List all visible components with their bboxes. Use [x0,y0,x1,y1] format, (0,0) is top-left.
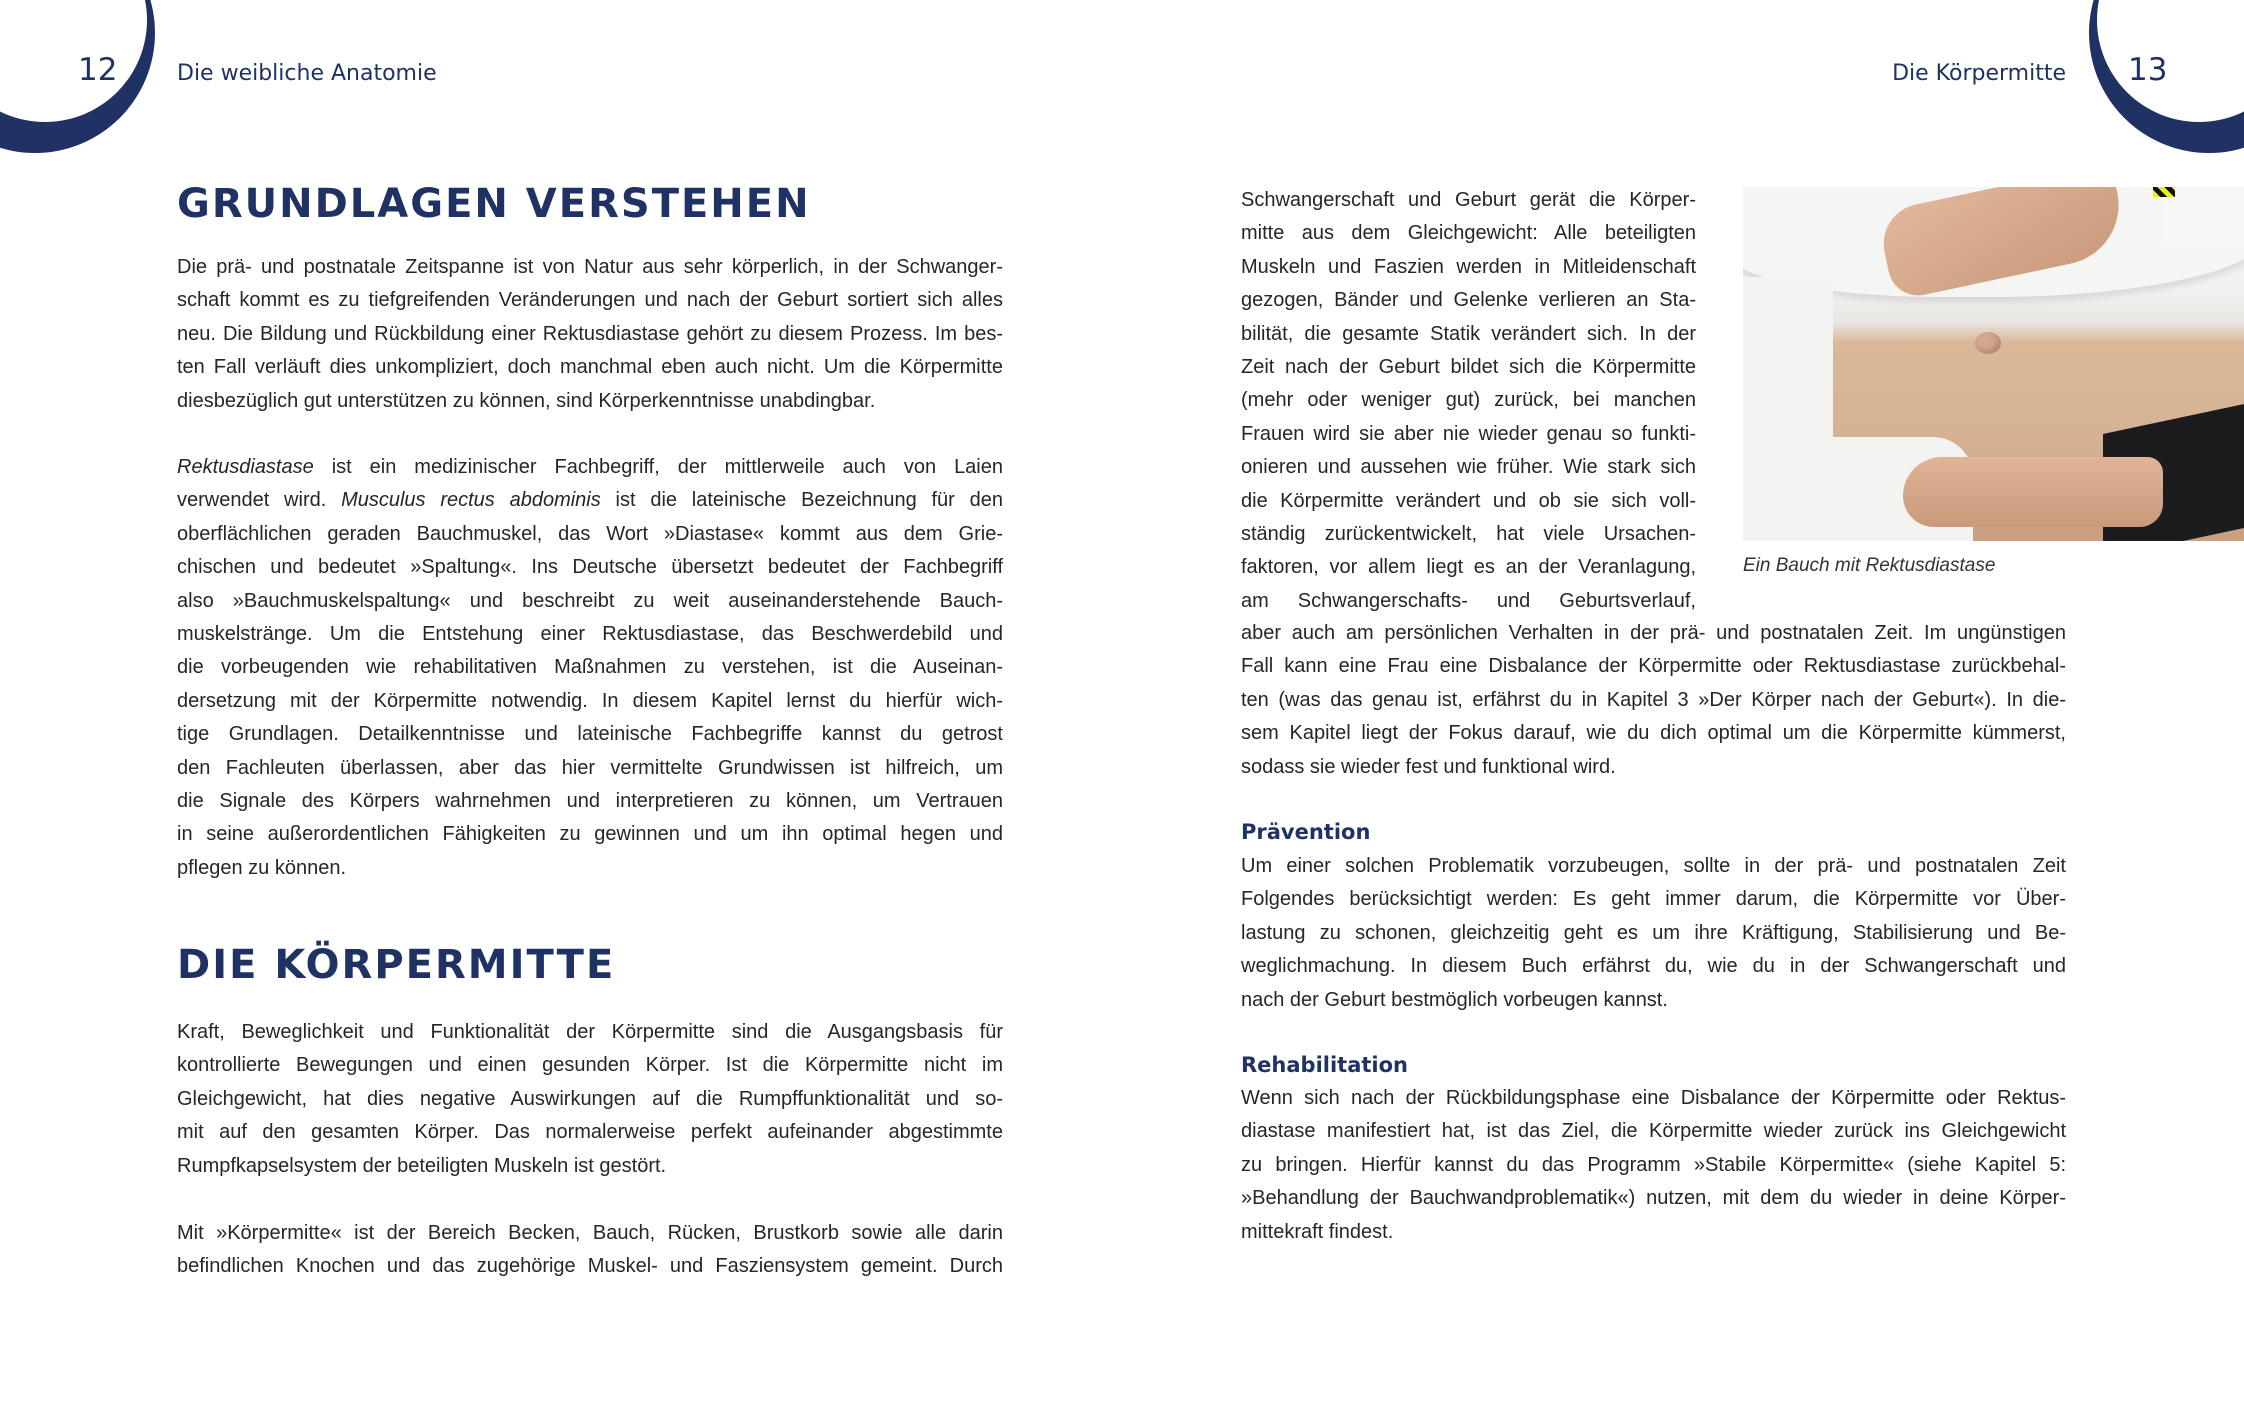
text-line [177,484,1003,517]
italic-term: Rektusdiastase [177,456,314,478]
text-line: kontrollierte Bewegungen und einen gesunden Körper. Ist die Körpermitte nicht im [177,1054,1003,1077]
belly-photo [1743,187,2244,541]
text-line: neu. Die Bildung und Rückbildung einer Rektusdiastase gehört zu diesem Prozess. Im bes- [177,322,1003,345]
text-line: diastase manifestiert hat, ist das Ziel, die Körpermitte wieder zurück ins Gleichgewicht [1241,1120,2066,1143]
text-line: mittekraft findest. [1241,1220,1394,1243]
paragraph-mit-koerpermitte [177,1217,1003,1284]
text-segment: ist die lateinische Bezeichnung für den [600,489,1003,512]
text-segment: verwendet wird. [177,489,342,512]
paragraph-rektusdiastase [177,451,1003,885]
text-line: diesbezüglich gut unterstützen zu können, sind Körperkenntnisse unabdingbar. [177,389,876,412]
text-line: pflegen zu können. [177,856,347,879]
text-line: am Schwangerschafts- und Geburtsverlauf, [1241,589,1696,612]
image-caption: Ein Bauch mit Rektusdiastase [1743,555,1996,576]
text-line: in seine außerordentlichen Fähigkeiten zu gewinnen und um ihn optimal hegen und [177,823,1003,846]
text-line: dersetzung mit der Körpermitte notwendig. In diesem Kapitel lernst du hierfür wich- [177,689,1003,712]
text-line: mit auf den gesamten Körper. Das normalerweise perfekt aufeinander abgestimmte [177,1121,1003,1144]
paragraph-rehabilitation [1241,1082,2066,1249]
text-line: aber auch am persönlichen Verhalten in der prä- und postnatalen Zeit. Im ungünstigen [1241,622,2066,644]
text-line: die vorbeugenden wie rehabilitativen Maßnahmen zu verstehen, ist die Auseinan- [177,656,1003,679]
text-line [177,451,1003,484]
text-line: Um einer solchen Problematik vorzubeugen, sollte in der prä- und postnatalen Zeit [1241,855,2066,877]
text-line: befindlichen Knochen und das zugehörige Muskel- und Fasziensystem gemeint. Durch [177,1255,1003,1278]
text-line: ständig zurückentwickelt, hat viele Ursachen- [1241,522,1696,545]
paragraph-kraft [177,1016,1003,1183]
text-line: Die prä- und postnatale Zeitspanne ist von Natur aus sehr körperlich, in der Schwanger- [177,256,1003,278]
text-line: Fall kann eine Frau eine Disbalance der Körpermitte oder Rektusdiastase zurückbehal- [1241,655,2066,678]
text-line: Zeit nach der Geburt bildet sich die Körpermitte [1241,355,1696,378]
text-line: ten (was das genau ist, erfährst du in Kapitel 3 »Der Körper nach der Geburt«). In die- [1241,688,2066,711]
text-line: die Signale des Körpers wahrnehmen und interpretieren zu können, um Vertrauen [177,789,1003,812]
paragraph-intro [177,251,1003,418]
page-number-right: 13 [2128,52,2168,88]
paragraph-praevention [1241,850,2066,1017]
text-line: lastung zu schonen, gleichzeitig geht es um ihre Kräftigung, Stabilisierung und Be- [1241,921,2066,944]
text-line: Frauen wird sie aber nie wieder genau so funkti- [1241,422,1696,445]
running-head-right: Die Körpermitte [1892,61,2066,86]
paragraph-schwangerschaft-narrow [1241,184,1696,618]
text-line: ten Fall verläuft dies unkompliziert, doch manchmal eben auch nicht. Um die Körpermitte [177,356,1003,379]
text-line: Gleichgewicht, hat dies negative Auswirkungen auf die Rumpffunktionalität und so- [177,1087,1003,1110]
text-line: oberflächlichen geraden Bauchmuskel, das Wort »Diastase« kommt aus dem Grie- [177,522,1003,545]
text-segment: ist ein medizinischer Fachbegriff, der mittlerweile auch von Laien [313,456,1003,478]
text-line: mitte aus dem Gleichgewicht: Alle beteiligten [1241,222,1696,245]
text-line: zu bringen. Hierfür kannst du das Programm »Stabile Körpermitte« (siehe Kapitel 5: [1241,1153,2066,1176]
italic-term: Musculus rectus abdominis [341,489,601,512]
text-line: schaft kommt es zu tiefgreifenden Veränderungen und nach der Geburt sortiert sich alles [177,289,1003,312]
text-line: sodass sie wieder fest und funktional wird. [1241,755,1616,778]
text-line: Kraft, Beweglichkeit und Funktionalität der Körpermitte sind die Ausgangsbasis für [177,1021,1003,1043]
text-line: gezogen, Bänder und Gelenke verlieren an Sta- [1241,289,1696,312]
text-line: Wenn sich nach der Rückbildungsphase eine Disbalance der Körpermitte oder Rektus- [1241,1087,2066,1109]
text-line: die Körpermitte verändert und ob sie sich voll- [1241,489,1696,512]
text-line: Mit »Körpermitte« ist der Bereich Becken, Bauch, Rücken, Brustkorb sowie alle darin [177,1222,1003,1244]
text-line: Muskeln und Faszien werden in Mitleidenschaft [1241,255,1696,278]
text-line: weglichmachung. In diesem Buch erfährst du, wie du in der Schwangerschaft und [1241,955,2066,978]
text-line: sem Kapitel liegt der Fokus darauf, wie du dich optimal um die Körpermitte kümmerst, [1241,722,2066,745]
text-line: bilität, die gesamte Statik verändert sich. In der [1241,322,1696,345]
text-line: den Fachleuten überlassen, aber das hier vermittelte Grundwissen ist hilfreich, um [177,756,1003,779]
text-line: muskelstränge. Um die Entstehung einer Rektusdiastase, das Beschwerdebild und [177,622,1003,645]
text-line: Rumpfkapselsystem der beteiligten Muskeln ist gestört. [177,1154,667,1177]
subheading-praevention: Prävention [1241,820,1371,844]
page-number-left: 12 [78,52,118,88]
subheading-rehabilitation: Rehabilitation [1241,1053,1408,1077]
running-head-left: Die weibliche Anatomie [177,61,437,86]
text-line: Schwangerschaft und Geburt gerät die Körper- [1241,189,1696,211]
text-line: (mehr oder weniger gut) zurück, bei manchen [1241,389,1696,412]
section-heading-grundlagen: GRUNDLAGEN VERSTEHEN [177,181,811,227]
text-line: onieren und aussehen wie früher. Wie stark sich [1241,456,1696,479]
text-line: »Behandlung der Bauchwandproblematik«) nutzen, mit dem du wieder in deine Körper- [1241,1187,2066,1210]
paragraph-schwangerschaft-wide [1241,617,2066,784]
text-line: nach der Geburt bestmöglich vorbeugen kannst. [1241,988,1668,1011]
text-line: also »Bauchmuskelspaltung« und beschreibt zu weit auseinanderstehende Bauch- [177,589,1003,612]
section-heading-koerpermitte: DIE KÖRPERMITTE [177,942,616,988]
text-line: tige Grundlagen. Detailkenntnisse und lateinische Fachbegriffe kannst du getrost [177,723,1003,746]
text-line: faktoren, vor allem liegt es an der Veranlagung, [1241,556,1696,579]
text-line: chischen und bedeutet »Spaltung«. Ins Deutsche übersetzt bedeutet der Fachbegriff [177,556,1003,579]
text-line: Folgendes berücksichtigt werden: Es geht immer darum, die Körpermitte vor Über- [1241,888,2066,911]
